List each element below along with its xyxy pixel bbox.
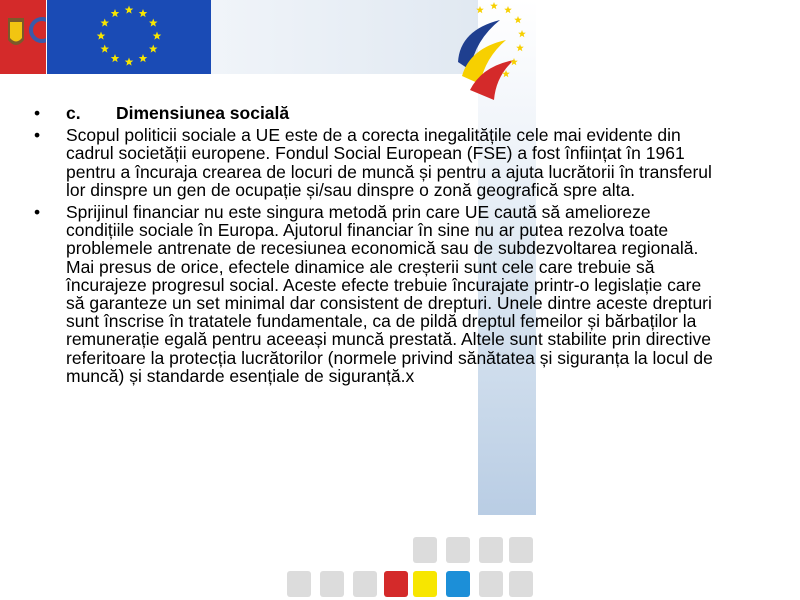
bullet-icon: • <box>34 202 41 223</box>
decor-square <box>287 571 311 597</box>
decor-square <box>479 571 503 597</box>
heading-title: Dimensiunea socială <box>116 103 290 123</box>
logo-star-icon <box>518 30 526 37</box>
decor-square <box>413 537 437 563</box>
bullet-icon: • <box>34 125 41 146</box>
logo-star-icon <box>514 16 522 23</box>
eu-star-icon <box>125 6 134 14</box>
eu-flag-icon <box>47 0 211 74</box>
eu-star-icon <box>111 54 120 62</box>
decor-square <box>509 537 533 563</box>
slide-content <box>34 104 714 389</box>
eu-star-icon <box>111 9 120 17</box>
eu-star-icon <box>97 32 106 40</box>
paragraph-text: Scopul politicii sociale a UE este de a corecta inegalitățile cele mai evidente din cadrul societății europene. Fondul Social European (FSE) a fost înființat în 1961 pentru a încuraja crearea de locuri de muncă și pentru a ajuta lucrătorii în transferul lor dinspre un gen de ocupație și/sau dinspre o zonă geografică spre alta. <box>66 125 712 200</box>
eu-star-icon <box>149 45 158 53</box>
logo-star-icon <box>516 44 524 51</box>
decor-square <box>353 571 377 597</box>
eu-star-icon <box>153 32 162 40</box>
logo-star-icon <box>476 6 484 13</box>
eu-moldova-logo-icon <box>440 0 536 110</box>
logo-star-icon <box>490 2 498 9</box>
bullet-paragraph-2 <box>34 203 714 385</box>
eu-star-icon <box>100 45 109 53</box>
decor-square-blue <box>446 571 470 597</box>
decor-square <box>320 571 344 597</box>
decor-square <box>446 537 470 563</box>
decor-square-yellow <box>413 571 437 597</box>
decor-square-red <box>384 571 408 597</box>
eu-star-icon <box>100 19 109 27</box>
heading-label: c. <box>66 103 81 123</box>
moldova-flag-icon <box>0 0 46 74</box>
paragraph-text: Sprijinul financiar nu este singura metodă prin care UE caută să amelioreze condițiile sociale în Europa. Ajutorul financiar în sine nu ar putea rezolva toate problemele antrenate de recesiunea economică sau de subdezvoltarea regională. Mai presus de orice, efectele dinamice ale creșterii sunt cele care trebuie să încurajeze progresul social. Aceste efecte trebuie încurajate printr-o legislație care să garanteze un set minimal dar consistent de drepturi. Unele dintre aceste drepturi sunt înscrise în tratatele fundamentale, ca de pildă dreptul femeilor și bărbaților la remunerație egală pentru aceeași muncă prestată. Altele sunt stabilite prin directive referitoare la protecția lucrătorilor (normele privind sănătatea și siguranța la locul de muncă) și standarde esențiale de siguranță.x <box>66 202 713 386</box>
eu-star-icon <box>139 9 148 17</box>
eu-star-icon <box>149 19 158 27</box>
decor-square <box>509 571 533 597</box>
eu-star-icon <box>125 58 134 66</box>
decor-square <box>479 537 503 563</box>
logo-star-icon <box>504 6 512 13</box>
bullet-paragraph-1 <box>34 126 714 199</box>
eu-star-icon <box>139 54 148 62</box>
logo-star-icon <box>510 58 518 65</box>
bullet-icon: • <box>34 103 41 123</box>
bullet-heading <box>34 104 714 122</box>
